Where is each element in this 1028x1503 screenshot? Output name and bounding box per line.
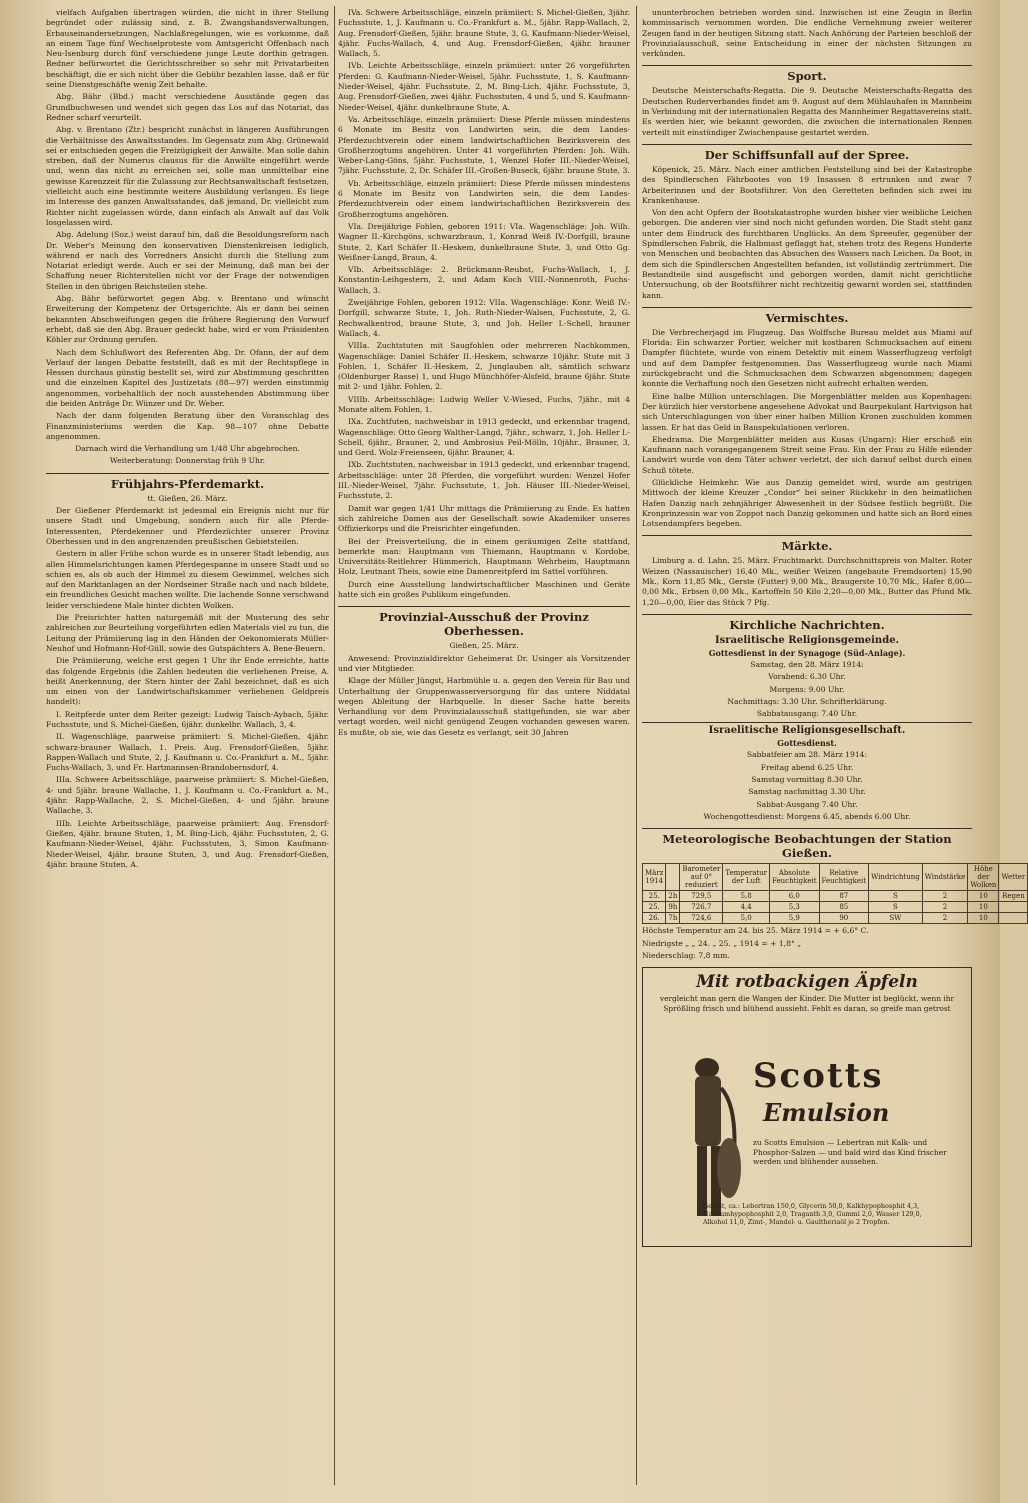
table-header [666,864,680,891]
table-cell: 2 [922,913,968,924]
paragraph: VIIIa. Zuchtstuten mit Saugfohlen oder mehrreren Nachkommen, Wagenschläge: Daniel Schäfer II.-Heskem, schwarze 10jähr. Stute mit 3 Fohlen, 1, Schäfer II.-Heskem, 2, Junglauben alt, sämtlich schwarz (Oldenburger Rasse) 1, und Hugo Münchhöfer-Alsfeld, braune 6jähr. Stute mit 2- und 1jähr. Fohlen, 2. [338,341,630,392]
paragraph: Nach dem Schlußwort des Referenten Abg. Dr. Ofann, der auf dem Verlauf der langen Debatte feststellt, daß es mit der Rechtspflege in Hessen durchaus günstig bestellt sei, wird zur Abstimmung geschritten und die einzelnen Kapitel des Justizetats (88—97) werden einstimmig angenommen, vorbehaltlich der noch ausstehenden Abstimmung über die beiden Anträge Dr. Wünzer und Dr. Weber. [46,347,329,408]
table-cell: 2h [666,891,680,902]
weather-footer: Niedrigste „ „ 24. „ 25. „ 1914 = + 1,8° „ [642,938,802,948]
table-header: März 1914 [643,864,666,891]
weather-table [642,863,1028,924]
table-cell: S [869,891,923,902]
paragraph: II. Wagenschläge, paarweise prämiiert: S. Michel-Gießen, 4jähr. schwarz-brauner Wallach, 1. Preis. Aug. Frensdorf-Gießen, 5jähr. Rappen-Wallach und Stute, 2, J. Kaufmann u. Co.-Frankfurt a. M., 5jähr. Fuchs-Wallach, 3, und Fr. Hartmannsen-Brandobernsdorf, 4. [46,732,329,773]
paragraph: IVa. Schwere Arbeitsschläge, einzeln prämiiert: S. Michel-Gießen, 3jähr. Fuchsstute, 1, J. Kaufmann u. Co.-Frankfurt a. M., 5jähr. Rapp-Wallach, 2, Aug. Frensdorf-Gießen, 5jähr. braune Stute, 3, G. Kaufmann-Nieder-Weisel, 4jähr. Fuchs-Wallach, 4, und Aug. Frensdorf-Gießen, 4jähr. brauner Wallach, 5. [338,8,630,59]
paragraph: Die Prämiierung, welche erst gegen 1 Uhr ihr Ende erreichte, hatte das folgende Ergebnis (die Zahlen bedeuten die verliehenen Preise, A. heißt Anerkennung, der Stern hinter der Zahl bezeichnet, daß es sich um einen von der Landwirtschaftskammer verliehenen Geldpreis handelt): [46,656,329,707]
section-heading-spree: Der Schiffsunfall auf der Spree. [642,144,972,162]
table-cell: 7h [666,913,680,924]
table-cell: 10 [968,902,999,913]
table-cell: 724,6 [680,913,723,924]
fisherman-figure-icon [677,1048,745,1228]
ad-brand-sub: Emulsion [763,1098,890,1128]
section-heading-sport: Sport. [642,65,972,83]
table-cell: 10 [968,891,999,902]
column-rule [334,6,335,1485]
paragraph: Vb. Arbeitsschläge, einzeln prämiiert: Diese Pferde müssen mindestens 6 Monate im Besitz von Landwirten sein, die dem Landes-Pferdezuchtverein oder einem landwirtschaftlichen Bezirksverein des Großherzogtums angehören. [338,178,630,219]
paragraph: IXb. Zuchtstuten, nachweisbar in 1913 gedeckt, und erkennbar tragend, Arbeitsschläge: unter 28 Pferden, die vorgeführt wurden: Wenzel Hofer III.-Nieder-Weisel, 7jähr. Fuchsstute, 1, Joh. Häuser III.-Nieder-Weisel, Fuchsstute, 2. [338,460,630,501]
section-heading-markets: Märkte. [642,535,972,553]
weather-footer: Niederschlag: 7,8 mm. [642,950,730,960]
table-header: Höhe der Wolken [968,864,999,891]
table-cell: 2 [922,902,968,913]
section-heading-meteorology: Meteorologische Beobachtungen der Station Gießen. [642,828,972,860]
paragraph: Von den acht Opfern der Bootskatastrophe wurden bisher vier weibliche Leichen geborgen. Die anderen vier sind noch nicht gefunden worden. Die Stadt steht ganz unter dem Eindruck des furchtbaren Unglücks. An dem Spreeufer, gegenüber der Spindlerschen Fabrik, die Halbmast geflaggt hat, stehen trotz des Regens Hunderte von Menschen und beobachten das Absuchen des Wassers nach Leichen. Da Boot, in dem sich die Spindlerschen Angestellten befanden, ist vollständig zertrümmert. Die Bestandteile sind ausgefischt und geborgen worden, damit nicht gerichtliche Untersuchung, ob der Bootsführer nicht rechtzeitig gewarnt worden sei, stattfinden kann. [642,208,972,300]
table-cell: 5,3 [770,902,820,913]
table-header: Temperatur der Luft [723,864,770,891]
table-cell: Regen [999,891,1028,902]
table-cell: 5,0 [723,913,770,924]
paragraph: VIIIb. Arbeitsschläge: Ludwig Weller V.-Wiesed, Fuchs, 7jähr., mit 4 Monate altem Fohlen, 1. [338,394,630,414]
paragraph: Ehedrama. Die Morgenblätter melden aus Kusas (Ungarn): Hier erschoß ein Kaufmann nach vorangegangenem Streit seine Frau. Ein der Frau zu Hilfe eilender Landwirt wurde von dem Täter schwer verletzt, der sich darauf selbst durch einen Schuß tötete. [642,434,972,475]
notice-line: Sabbat-Ausgang 7.40 Uhr. [756,799,858,809]
dateline: tt. Gießen, 26. März. [147,493,228,503]
paragraph: Nach der dann folgenden Beratung über den Voranschlag des Finanzministeriums werden die Kap. 98—107 ohne Debatte angenommen. [46,411,329,441]
paragraph: vielfach Aufgaben übertragen würden, die nicht in ihrer Stellung begründet oder zulässig sind, z. B. Zwangshandsverwaltungen, Erbauseinandersetzungen, Nachlaßregelungen, wie es vorkomme, daß an einem Tage fünf Wechselproteste vom Amtsgericht Offenbach nach Neu-Isenburg durch fünf verschiedene junge Leute dorthin getragen. Redner befürwortet die Gerichtsschreiber so sehr mit Privatarbeiten beschäftigt, die er sich nicht über die Gebühr bezahlen lasse, daß er für seine Dienstgeschäfte wenig Zeit behalte. [46,8,329,90]
paragraph: IIIa. Schwere Arbeitsschläge, paarweise prämiiert: S. Michel-Gießen, 4- und 5jähr. braune Wallache, 1, J. Kaufmann u. Co.-Frankfurt a. M., 4jähr. Rapp-Wallache, 2, S. Michel-Gießen, 4- und 5jähr. braune Wallache, 3. [46,775,329,816]
notice-line: Samstag vormittag 8.30 Uhr. [751,775,863,785]
ad-footnote: Gehalt, ca.: Lebertran 150,0, Glycerin 50,0, Kalkhypophosphit 4,3, Natriumhypophosphit 2,0, Traganth 3,0, Gummi 2,0, Wasser 129,0, Alkohol 11,0, Zimt-, Mandel- u. Gaultheriaöl je 2 Tropfen. [703,1202,922,1227]
notice-subtitle: Gottesdienst in der Synagoge (Süd-Anlage). [708,647,906,658]
table-header: Relative Feuchtigkeit [819,864,869,891]
paragraph: Abg. Bähr befürwortet gegen Abg. v. Brentano und wünscht Erweiterung der Kompetenz der Ortsgerichte. Als er dann bei seinen bekannten Abschweifungen gegen die frühere Regierung den Vorwurf erhebt, daß sie den Abg. Brauer gedeckt habe, wird er vom Präsidenten Köhler zur Ordnung gerufen. [46,294,329,345]
paragraph: Zweijährige Fohlen, geboren 1912: VIIa. Wagenschläge: Konr. Weiß IV.-Dorfgill, schwarze Stute, 1, Joh. Ruth-Nieder-Walsen, Fuchsstute, 2, G. Rechwalkentrod, braune Stute, 3, und Joh. Heller I.-Schell, brauner Wallach, 4. [338,298,630,338]
table-header: Barometer auf 0° reduziert [680,864,723,891]
paragraph: Abg. Adelung (Soz.) weist darauf hin, daß die Besoldungsreform nach Dr. Weber's Meinung den konservativen Dienstenkreisen lediglich, während er nach des Vorredners Ansicht durch die Stellung zum Notariat erledigt werde. Auch er sei der Meinung, daß man bei der Schaffung neuer Richterstellen nicht vor der Frage der notwendigen Stellen in den übrigen Reichsteilen stehe. [46,230,329,291]
paragraph: Damit war gegen 1/41 Uhr mittags die Prämiierung zu Ende. Es hatten sich zahlreiche Damen aus der Gesellschaft sowie Akademiker unseres Offizierkorps und die Preisrichter eingefunden. [338,503,630,534]
table-row [643,891,1028,902]
table-cell: 10 [968,913,999,924]
table-cell: 5,8 [723,891,770,902]
notice-line: Nachmittags: 3.30 Uhr. Schrifterklärung. [727,696,887,706]
table-row [643,902,1028,913]
table-cell: 729,5 [680,891,723,902]
paragraph: Klage der Müller Jüngst, Harbmühle u. a. gegen den Verein für Bau und Unterhaltung der Gruppenwasserversorgung für das untere Niddatal wegen Ableitung der Harbquelle. In dieser Sache hatte bereits Verhandlung vor dem Provinzialausschuß stattgefunden, sie war aber vertagt worden, weil nicht genügend Zeugen vorhanden gewesen waren. Es mußte, ob sie, wie das Gesetz es verlangt, seit 30 Jahren [338,676,630,737]
paragraph: Der Gießener Pferdemarkt ist jedesmal ein Ereignis nicht nur für unsere Stadt und Umgebung, sondern auch für alle Pferde-Interessenten, Pferdekenner und Pferdezüchter unserer Provinz Oberhessen und in den angrenzenden preußischen Gebietsteilen. [46,506,329,546]
notice-line: Sabbatausgang: 7.40 Uhr. [756,709,858,719]
section-heading-misc: Vermischtes. [642,307,972,325]
paragraph: Limburg a. d. Lahn, 25. März. Fruchtmarkt. Durchschnittspreis von Malter. Roter Weizen (Nassauischer) 16,40 Mk., weißer Weizen (angebaute Fremdsorten) 15,90 Mk., Korn 11,85 Mk., Gerste (Futter) 9,00 Mk., Braugerste 10,70 Mk., Hafer 8,00—0,00 Mk., Erbsen 0,00 Mk., Kartoffeln 50 Kilo 2,20—0,00 Mk., Butter das Pfund Mk. 1,20—0,00, Eier das Stück 7 Pfg. [642,556,972,607]
table-header: Windstärke [922,864,968,891]
table-cell: 4,4 [723,902,770,913]
table-cell [999,913,1028,924]
notice-line: Vorabend: 6.30 Uhr. [768,672,846,682]
paragraph: IXa. Zuchtfuten, nachweisbar in 1913 gedeckt, und erkennbar tragend, Wagenschläge: Otto Georg Walther-Langd, 7jähr., schwarz, 1, Joh. Heller I.-Schell, 6jähr., Brauner, 2, und Ambrosius Peil-Mölln, 10jähr., Brauner, 3, und Gerd. Wolz-Freienseen, 6jähr. Brauner, 4. [338,417,630,458]
table-cell: S [869,902,923,913]
paragraph: Die Verbrecherjagd im Flugzeug. Das Wolffsche Bureau meldet aus Miami auf Florida: Ein schwarzer Portier, welcher mit kostbaren Schmucksachen auf einem Dampfer flüchtete, wurde von einem Detektiv mit einem Wasserflugzeug verfolgt und auf dem Dampfer festgenommen. Das Wasserflugzeug wurde nach Miami zurückgebracht und die Schmucksachen dem Schwarzen abgenommen; dagegen konnte die Verhaftung noch den Gesetzen nicht aufrecht erhalten werden. [642,327,972,389]
ad-title: Mit rotbackigen Äpfeln [696,972,918,993]
table-cell: 25. [643,891,666,902]
table-cell: 87 [819,891,869,902]
column-2 [338,8,630,1483]
table-cell: 85 [819,902,869,913]
ad-small-text: zu Scotts Emulsion — Lebertran mit Kalk- und Phosphor-Salzen — und bald wird das Kind frischer werden und blühender aussehen. [753,1138,947,1167]
table-row [643,913,1028,924]
paragraph: ununterbrochen betrieben worden sind. Inzwischen ist eine Zeugin in Berlin kommissarisch vernommen worden. Die endliche Vernehmung zweier weiterer Zeugen fand in der heutigen Sitzung statt. Nach Anhörung der Parteien beschloß der Provinzialausschuß, seine Entscheidung in einer der nächsten Sitzungen zu verkünden. [642,8,972,59]
table-header: Wetter [999,864,1028,891]
paragraph: Glückliche Heimkehr. Wie aus Danzig gemeldet wird, wurde am gestrigen Mittwoch der kleine Kreuzer „Condor“ bei seiner Rückkehr in den heimatlichen Hafen Danzig nach zehnjähriger Abwesenheit in der Südsee festlich begrüßt. Die Kronprinzessin war von Zoppot nach Danzig gekommen und hatte sich an Bord eines Lotsendampfers begeben. [642,477,972,529]
paragraph: Abg. v. Brentano (Ztr.) bespricht zunächst in längeren Ausführungen die Verhältnisse des Anwaltsstandes. Im Gegensatz zum Abg. Grünewald sei er entschieden gegen die Freizügigkeit der Anwälte. Man solle dahin streben, daß der Numerus clausus für die Anwälte eingeführt werde und, wenn das nicht zu erreichen sei, solle man unmittelbar eine gewisse Karenzzeit für die Zulassung zur Rechtsanwaltschaft festsetzen, vielleicht auch eine bestimmte weitere Ausbildung verlangen. Es liege im Interesse des ganzen Anwaltsstandes, daß jemand, Dr. vielleicht zum Richter nicht zugelassen würde, dann einfach als Anwalt auf das Volk losgelassen wird. [46,125,329,227]
table-cell: 726,7 [680,902,723,913]
notice-title: Israelitische Religionsgesellschaft. [642,722,972,736]
paragraph: IIIb. Leichte Arbeitsschläge, paarweise prämiiert: Aug. Frensdorf-Gießen, 4jähr. braune Stuten, 1, M. Bing-Lich, 4jähr. Fuchsstuten, 2, G. Kaufmann-Nieder-Weisel, 4jähr. Fuchsstuten, 3, Simon Kaufmann-Nieder-Weisel, 4jähr. braune Stuten, 3, und Aug. Frensdorf-Gießen, 4jähr. braune Stuten, A. [46,818,329,869]
section-heading: Frühjahrs-Pferdemarkt. [46,473,329,491]
weather-footer: Höchste Temperatur am 24. bis 25. März 1914 = + 6,6° C. [642,926,869,936]
column-rule [636,6,637,1485]
table-cell: 25. [643,902,666,913]
ad-text: vergleicht man gern die Wangen der Kinder. Die Mutter ist beglückt, wenn ihr Sprößling frisch und blühend aussieht. Fehlt es daran, so greife man getrost [659,994,955,1013]
paragraph: I. Reitpferde unter dem Reiter gezeigt: Ludwig Taisch-Aybach, 5jähr. Fuchsstute, und S. Michel-Gießen, 6jähr. dunkelbr. Wallach, 3, 4. [46,709,329,729]
paragraph: Durch eine Ausstellung landwirtschaftlicher Maschinen und Geräte hatte sich ein großes Publikum eingefunden. [338,579,630,600]
advertisement-scotts [642,967,972,1247]
ad-brand: Scotts [753,1056,884,1097]
notice-line: Samstag nachmittag 3.30 Uhr. [748,787,866,797]
paragraph: Gestern in aller Frühe schon wurde es in unserer Stadt lebendig, aus allen Himmelsrichtungen kamen Pferdegespanne in unsere Stadt und so schien es, als ob auch der Himmel zu diesem Gewimmel, welches sich auf den Marktanlagen an der Nordseiner Straße nach und nach bildete, ein freundliches Gesicht machen wollte. Die lachende Sonne verschwand leider verschiedene Male hinter dichten Wolken. [46,549,329,610]
paragraph: Eine halbe Million unterschlagen. Die Morgenblätter melden aus Kopenhagen: Der kürzlich hier verstorbene angesehene Advokat und Baurpekulant Hartvigson hat sich Unterschlagungen von über einer halben Million Kronen zuschulden kommen lassen. Er hat das Geld in Bauspekulationen verloren. [642,391,972,432]
paragraph: Die Preisrichter hatten naturgemäß mit der Musterung des sehr zahlreichen zur Beurteilung vorgeführten edlen Materials viel zu tun, die Leitung der Prämiierung lag in den Händen der Oekonomierats Müller-Neuhof und Hofmann-Hof-Güll, sowie des Gutspächters A. Bene-Beuern. [46,613,329,653]
table-header-row [643,864,1028,891]
paragraph: IVb. Leichte Arbeitsschläge, einzeln prämiiert: unter 26 vorgeführten Pferden: G. Kaufmann-Nieder-Weisel, 5jähr. Fuchsstute, 1, S. Kaufmann-Nieder-Weisel, 4jähr. Fuchsstute, 2, M. Bing-Lich, 4jähr. Fuchsstute, 3, Aug. Frensdorf-Gießen, zwei 4jähr. Fuchsstuten, 4 und 5, und S. Kaufmann-Nieder-Weisel, 4jähr. dunkelbraune Stute, A. [338,61,630,112]
column-1 [46,8,329,1483]
notice-line: Freitag abend 6.25 Uhr. [760,762,854,772]
table-cell: 26. [643,913,666,924]
paragraph: Abg. Bähr (Bbd.) macht verschiedene Ausstände gegen das Grundbuchwesen und wendet sich gegen das Los auf das Notariat, das Redner scharf verurteilt. [46,92,329,122]
dateline: Gießen, 25. März. [449,641,519,651]
paragraph: Weiterberatung: Donnerstag früh 9 Uhr. [109,456,266,466]
table-cell: 90 [819,913,869,924]
paragraph: Köpenick, 25. März. Nach einer amtlichen Feststellung sind bei der Katastrophe des Spindlerschen Fährbootes von 19 Insassen 8 ertrunken und zwar 7 Arbeiterinnen und der Bootsführer. Von den Geretteten befinden sich zwei im Krankenhause. [642,164,972,205]
paragraph: VIa. Dreijährige Fohlen, geboren 1911: VIa. Wagenschläge: Joh. Wilh. Wagner II.-Kirchgöns, schwarzbraun, 1, Konrad Weiß IV.-Dorfgill, braune Stute, 2, Karl Schäfer II.-Heskem, dunkelbraune Stute, 3, und Otto Gg. Weißner-Langd, Braun, 4. [338,221,630,262]
column-3 [642,8,1026,1483]
paragraph: VIb. Arbeitsschläge: 2. Brückmann-Reubst, Fuchs-Wallach, 1, J. Konstantin-Leihgestern, 2, und Adam Koch VIII.-Nonnenroth, Fuchs-Wallach, 3. [338,265,630,295]
notice-line: Morgens: 9.00 Uhr. [769,684,845,694]
table-cell: 6,0 [770,891,820,902]
notice-line: Sabbatfeier am 28. März 1914: [746,750,868,760]
notice-line: Wochengottesdienst: Morgens 6.45, abends 6.00 Uhr. [703,811,911,821]
paragraph: Anwesend: Provinzialdirektor Geheimerat Dr. Usinger als Vorsitzender und vier Mitglieder. [338,653,630,673]
table-header: Windrichtung [869,864,923,891]
notice-subtitle: Gottesdienst. [777,738,837,749]
section-heading: Provinzial-Ausschuß der Provinz Oberhessen. [338,606,630,638]
notice-line: Samstag, den 28. März 1914: [750,659,864,669]
notice-title: Israelitische Religionsgemeinde. [714,634,900,646]
table-cell: SW [869,913,923,924]
section-heading-church: Kirchliche Nachrichten. [642,614,972,632]
paragraph: Va. Arbeitsschläge, einzeln prämiiert: Diese Pferde müssen mindestens 6 Monate im Besitz von Landwirten sein, die dem Landes-Pferdezuchtverein oder einem landwirtschaftlichen Bezirksverein des Großherzogtums angehören. Unter 41 vorgeführten Pferden: Joh. Wilh. Weber-Lang-Göns, 5jähr. Fuchsstute, 1, Wenzel Hofer III.-Nieder-Weisel, 7jähr. Fuchsstute, 2, Dr. Schäfer III.-Großen-Buseck, 6jähr. braune Stute, 3. [338,114,630,176]
paragraph: Deutsche Meisterschafts-Regatta. Die 9. Deutsche Meisterschafts-Regatta des Deutschen Ruderverbandes findet am 9. August auf dem Mühlauhafen in Mannheim in Verbindung mit der internationalen Regatta des Mannheimer Regattavereins statt. Es werden hier, wie bekannt geworden, die zwischen die internationalen Rennen verteilt mit einstündiger Zwischenpause gestartet werden. [642,86,972,137]
table-cell: 9h [666,902,680,913]
table-cell: 2 [922,891,968,902]
table-cell: 5,9 [770,913,820,924]
paragraph: Bei der Preisverteilung, die in einem geräumigen Zelte stattfand, bemerkte man: Hauptmann von Thiemann, Hauptmann v. Kordobe, Universitäts-Reitlehrer Hümmerich, Hauptmann Wehrheim, Hauptmann Holz, Leutnant Theis, sowie eine Damenreitpferd im Sattel vorführen. [338,536,630,577]
table-header: Absolute Feuchtigkeit [770,864,820,891]
paragraph: Darnach wird die Verhandlung um 1/48 Uhr abgebrochen. [75,444,300,454]
table-cell [999,902,1028,913]
